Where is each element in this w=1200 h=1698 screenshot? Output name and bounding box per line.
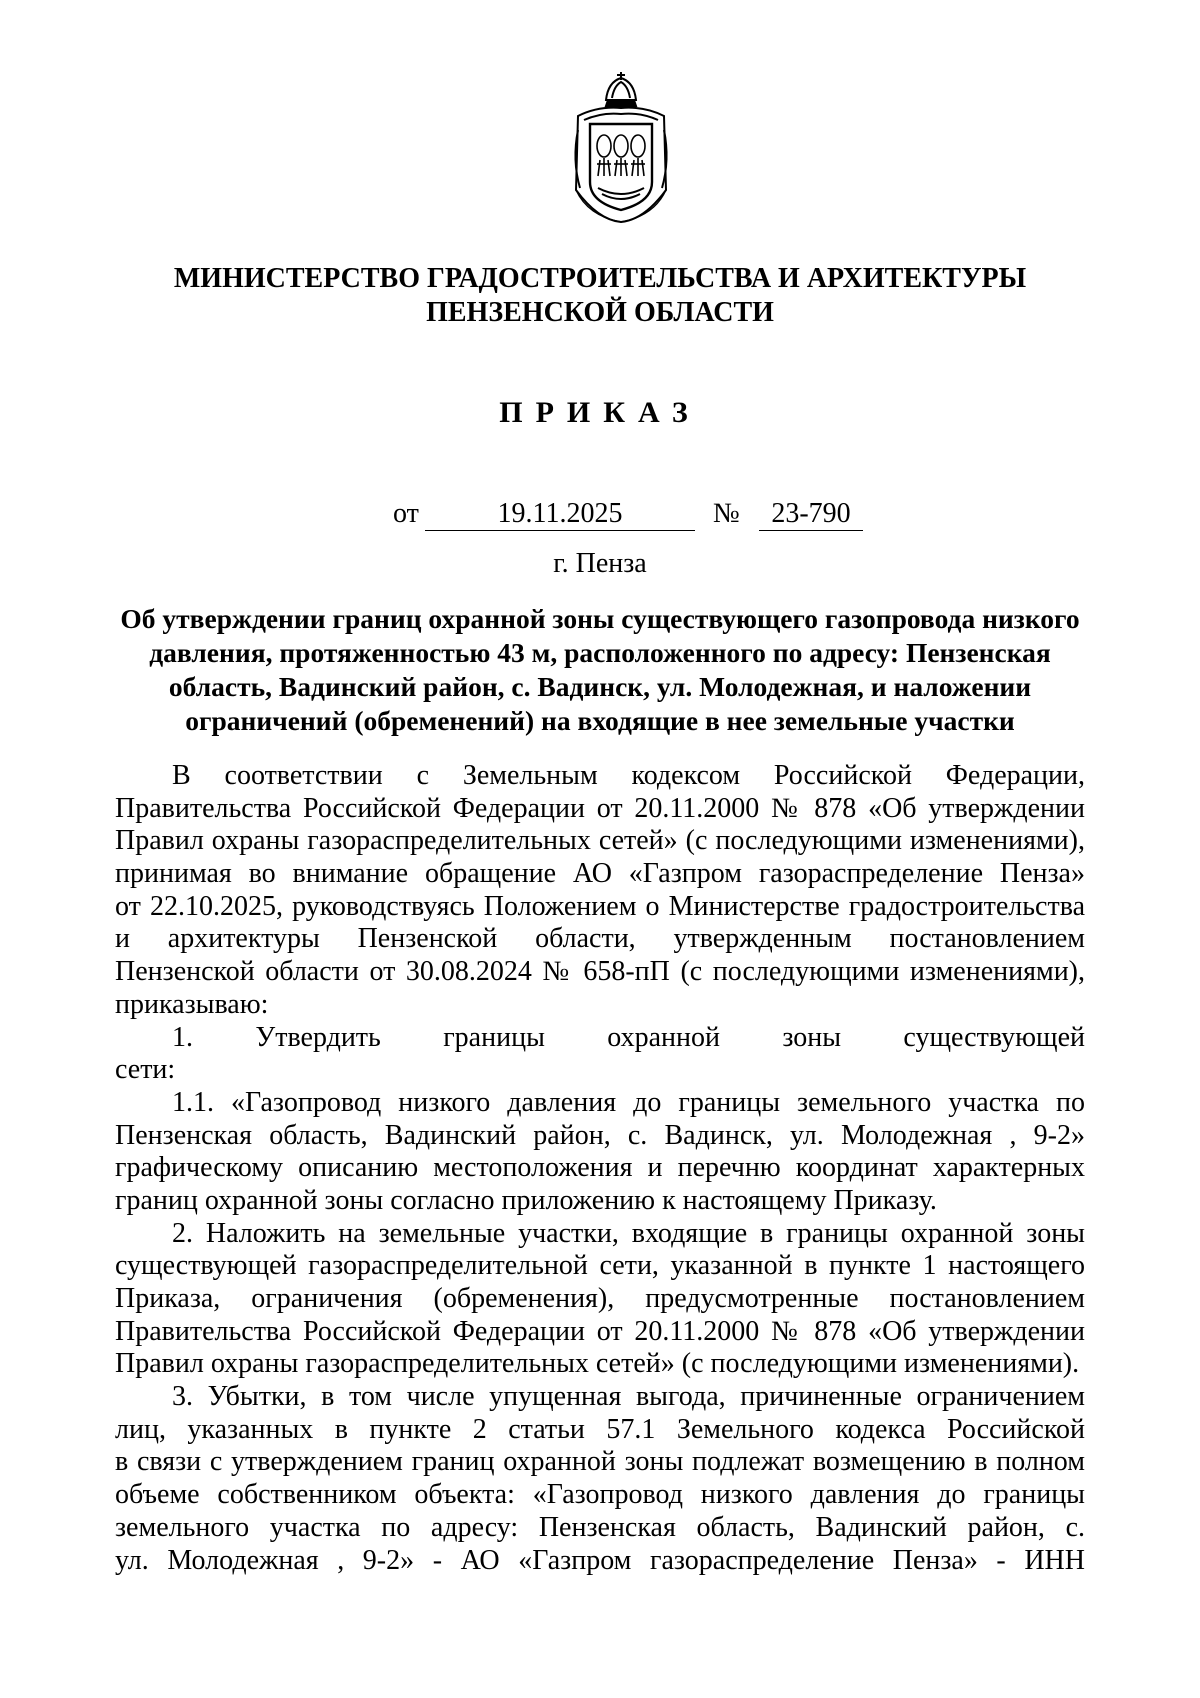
body-text-line: В соответствии с Земельным кодексом Российской Федерации, [172,760,1085,791]
body-text-line: Правительства Российской Федерации от 20.11.2000 № 878 «Об утверждении [115,792,1085,824]
body-text-line: сети: [115,1054,176,1086]
body-text-line: 2. Наложить на земельные участки, входящие в границы охранной зоны [172,1217,1085,1249]
document-body [115,760,1085,1577]
document-date: 19.11.2025 [425,498,695,531]
body-text-line: 3. Убытки, в том числе упущенная выгода, причиненные ограничением [172,1381,1085,1413]
body-text-line: 1.1. «Газопровод низкого давления до границы земельного участка по [172,1086,1085,1118]
body-text-line: Пензенской области от 30.08.2024 № 658-пП (с последующими изменениями), [115,956,1085,988]
document-subject [110,602,1090,738]
coat-of-arms-emblem [568,70,674,226]
body-text-line: Приказа, ограничения (обременения), предусмотренные постановлением [115,1283,1085,1314]
body-text-line: в связи с утверждением границ охранной зоны подлежат возмещению в полном [115,1446,1085,1478]
ministry-name [120,262,1080,330]
body-text-line: принимая во внимание обращение АО «Газпром газораспределение Пенза» [115,858,1085,890]
body-text-line: 1. Утвердить границы охранной зоны существующей [172,1021,1085,1053]
body-text-line: и архитектуры Пензенской области, утвержденным постановлением [115,923,1085,955]
body-text-line: Пензенская область, Вадинский район, с. Вадинск, ул. Молодежная , 9-2» [115,1119,1085,1151]
body-text-line: Правил охраны газораспределительных сетей» (с последующими изменениями). [115,1348,1080,1380]
body-text-line: ул. Молодежная , 9-2» - АО «Газпром газораспределение Пенза» - ИНН [115,1544,1085,1576]
body-text-line: графическому описанию местоположения и перечню координат характерных [115,1152,1085,1184]
subject-line: Об утверждении границ охранной зоны существующего газопровода низкого [120,603,1080,634]
body-text-line: от 22.10.2025, руководствуясь Положением о Министерстве градостроительства [115,890,1085,922]
document-number: 23-790 [759,498,863,531]
subject-line: область, Вадинский район, с. Вадинск, ул. Молодежная, и наложении [168,671,1032,702]
subject-line: ограничений (обременений) на входящие в нее земельные участки [185,705,1015,736]
subject-line: давления, протяженностью 43 м, расположенного по адресу: Пензенская [149,637,1051,668]
body-text-line: существующей газораспределительной сети, указанной в пункте 1 настоящего [115,1250,1085,1282]
body-text-line: Правил охраны газораспределительных сетей» (с последующими изменениями), [115,825,1085,857]
body-text-line: земельного участка по адресу: Пензенская область, Вадинский район, с. [115,1511,1085,1543]
document-type-title: ПРИКАЗ [499,396,701,429]
ministry-name-line1: МИНИСТЕРСТВО ГРАДОСТРОИТЕЛЬСТВА И АРХИТЕКТУРЫ [173,263,1027,294]
body-text-line: границ охранной зоны согласно приложению к настоящему Приказу. [115,1184,937,1216]
body-text-line: приказываю: [115,988,269,1020]
number-prefix: № [713,498,740,529]
body-text-line: Правительства Российской Федерации от 20.11.2000 № 878 «Об утверждении [115,1315,1085,1347]
body-text-line: лиц, указанных в пункте 2 статьи 57.1 Земельного кодекса Российской [115,1413,1085,1445]
body-text-line: объеме собственником объекта: «Газопровод низкого давления до границы [115,1479,1085,1511]
document-city: г. Пенза [553,548,647,579]
ministry-name-line2: ПЕНЗЕНСКОЙ ОБЛАСТИ [426,297,774,328]
date-prefix: от [393,498,419,529]
